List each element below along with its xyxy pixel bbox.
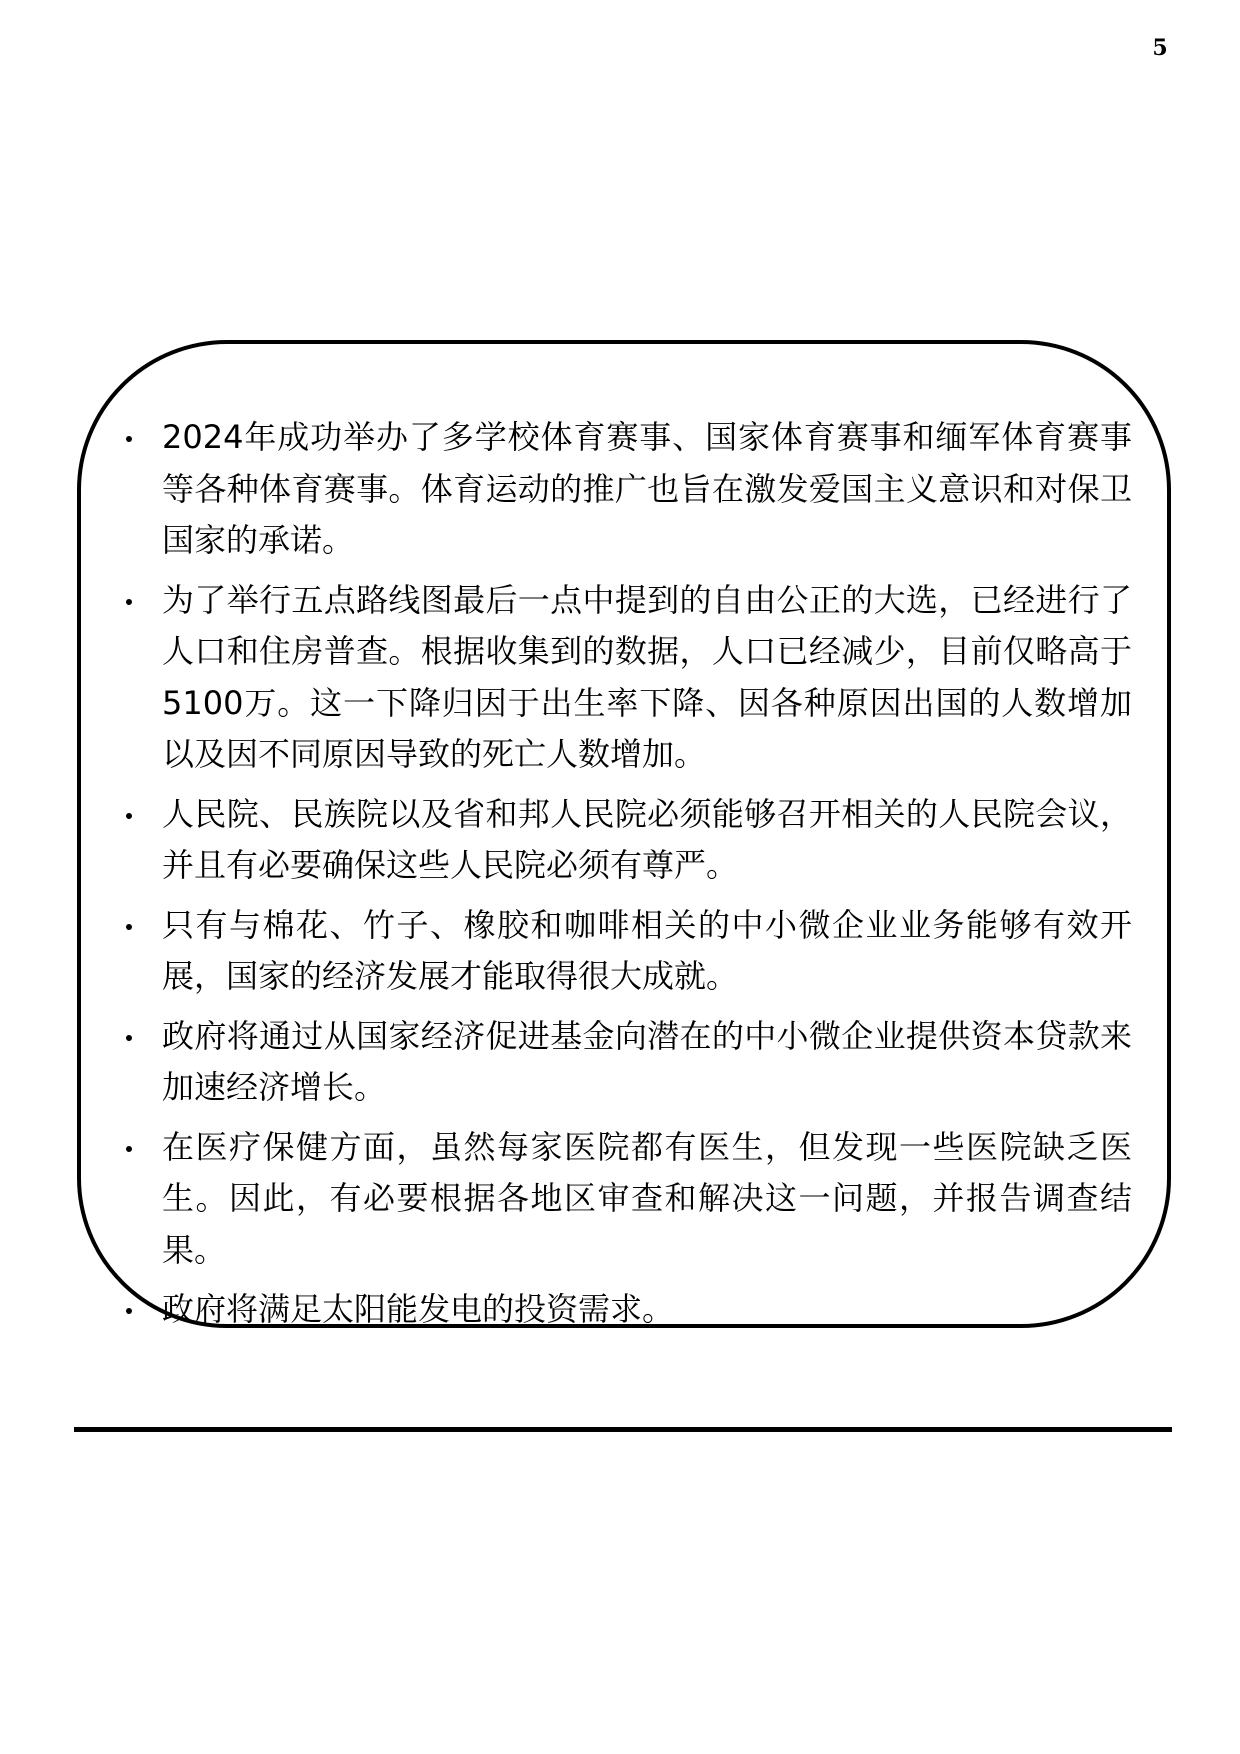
bullet-item-solar-power: 政府将满足太阳能发电的投资需求。 [112, 1284, 1132, 1336]
bullet-item-sports: 2024年成功举办了多学校体育赛事、国家体育赛事和缅军体育赛事等各种体育赛事。体育运动的推广也旨在激发爱国主义意识和对保卫国家的承诺。 [112, 412, 1132, 567]
footer-divider [74, 1427, 1172, 1432]
page-number: 5 [1152, 35, 1168, 61]
bullet-item-msme-business: 只有与棉花、竹子、橡胶和咖啡相关的中小微企业业务能够有效开展，国家的经济发展才能取得很大成就。 [112, 900, 1132, 1003]
bullet-item-parliament: 人民院、民族院以及省和邦人民院必须能够召开相关的人民院会议，并且有必要确保这些人民院必须有尊严。 [112, 789, 1132, 892]
bullet-item-census: 为了举行五点路线图最后一点中提到的自由公正的大选，已经进行了人口和住房普查。根据收集到的数据，人口已经减少，目前仅略高于5100万。这一下降归因于出生率下降、因各种原因出国的人数增加以及因不同原因导致的死亡人数增加。 [112, 575, 1132, 781]
bullet-item-capital-loans: 政府将通过从国家经济促进基金向潜在的中小微企业提供资本贷款来加速经济增长。 [112, 1011, 1132, 1114]
bullet-item-healthcare: 在医疗保健方面，虽然每家医院都有医生，但发现一些医院缺乏医生。因此，有必要根据各地区审查和解决这一问题，并报告调查结果。 [112, 1122, 1132, 1277]
bullet-list [112, 412, 1132, 1344]
